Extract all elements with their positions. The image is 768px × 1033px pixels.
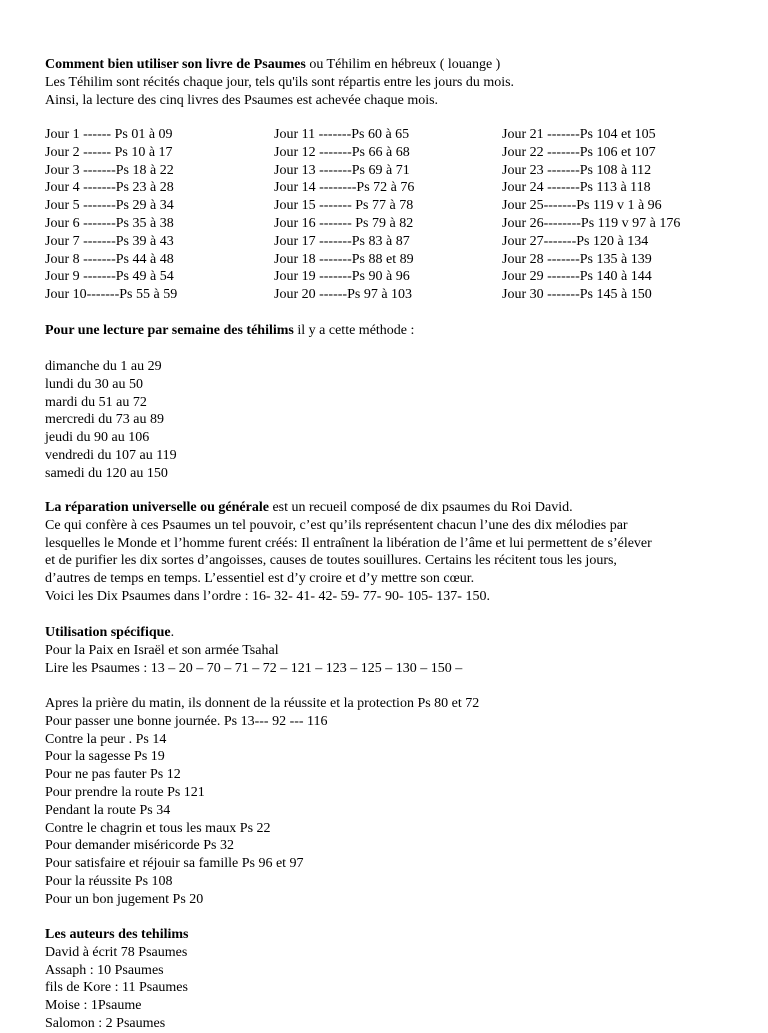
author-entry: David à écrit 78 Psaumes bbox=[45, 944, 188, 960]
weekly-heading: Pour une lecture par semaine des téhilims bbox=[45, 323, 294, 338]
weekly-list bbox=[45, 358, 748, 483]
specific-line: Lire les Psaumes : 13 – 20 – 70 – 71 – 72 – 121 – 123 – 125 – 130 – 150 – bbox=[45, 660, 463, 676]
author-entry: Assaph : 10 Psaumes bbox=[45, 962, 164, 978]
use-entry: Pour un bon jugement Ps 20 bbox=[45, 891, 204, 907]
day-entry: Jour 10-------Ps 55 à 59 bbox=[45, 287, 178, 303]
intro-heading-rest: ou Téhilim en hébreux ( louange ) bbox=[305, 57, 501, 72]
use-entry: Pour satisfaire et réjouir sa famille Ps 96 et 97 bbox=[45, 856, 304, 872]
intro-line: Les Téhilim sont récités chaque jour, tels qu'ils sont répartis entre les jours du mois. bbox=[45, 74, 515, 90]
day-entry: Jour 26--------Ps 119 v 97 à 176 bbox=[502, 215, 681, 231]
specific-section bbox=[45, 624, 748, 677]
weekday-entry: vendredi du 107 au 119 bbox=[45, 447, 177, 463]
reparation-line: Voici les Dix Psaumes dans l’ordre : 16- 32- 41- 42- 59- 77- 90- 105- 137- 150. bbox=[45, 588, 490, 604]
use-entry: Pour passer une bonne journée. Ps 13--- 92 --- 116 bbox=[45, 713, 328, 729]
reparation-line: lesquelles le Monde et l’homme furent créés: Il entraînent la libération de l’âme et lui permettent de s’élever bbox=[45, 535, 652, 551]
weekly-title-line bbox=[45, 322, 748, 340]
day-entry: Jour 4 -------Ps 23 à 28 bbox=[45, 180, 174, 196]
day-entry: Jour 14 --------Ps 72 à 76 bbox=[274, 180, 415, 196]
weekday-entry: jeudi du 90 au 106 bbox=[45, 430, 150, 446]
use-entry: Pour ne pas fauter Ps 12 bbox=[45, 767, 181, 783]
day-entry: Jour 25-------Ps 119 v 1 à 96 bbox=[502, 198, 662, 214]
day-entry: Jour 6 -------Ps 35 à 38 bbox=[45, 215, 174, 231]
days-column-3 bbox=[502, 126, 680, 304]
reparation-line: Ce qui confère à ces Psaumes un tel pouvoir, c’est qu’ils représentent chacun l’une des dix mélodies par bbox=[45, 517, 628, 533]
author-entry: fils de Kore : 11 Psaumes bbox=[45, 980, 188, 996]
day-entry: Jour 16 ------- Ps 79 à 82 bbox=[274, 215, 414, 231]
weekday-entry: samedi du 120 au 150 bbox=[45, 465, 168, 481]
specific-title-line bbox=[45, 624, 748, 642]
day-entry: Jour 13 -------Ps 69 à 71 bbox=[274, 162, 410, 178]
weekday-entry: dimanche du 1 au 29 bbox=[45, 359, 162, 374]
day-entry: Jour 17 -------Ps 83 à 87 bbox=[274, 233, 410, 249]
day-entry: Jour 29 -------Ps 140 à 144 bbox=[502, 269, 652, 285]
weekday-entry: lundi du 30 au 50 bbox=[45, 376, 143, 392]
day-entry: Jour 2 ------ Ps 10 à 17 bbox=[45, 144, 173, 160]
day-entry: Jour 30 -------Ps 145 à 150 bbox=[502, 287, 652, 303]
intro-title-line bbox=[45, 56, 748, 74]
weekday-entry: mardi du 51 au 72 bbox=[45, 394, 147, 410]
days-column-2 bbox=[274, 126, 414, 304]
use-entry: Pour prendre la route Ps 121 bbox=[45, 784, 205, 800]
weekday-entry: mercredi du 73 au 89 bbox=[45, 412, 164, 428]
use-entry: Pour la réussite Ps 108 bbox=[45, 873, 173, 889]
day-entry: Jour 27-------Ps 120 à 134 bbox=[502, 233, 649, 249]
day-entry: Jour 23 -------Ps 108 à 112 bbox=[502, 162, 652, 178]
weekly-section bbox=[45, 322, 748, 340]
weekly-heading-rest: il y a cette méthode : bbox=[293, 323, 415, 338]
use-entry: Contre la peur . Ps 14 bbox=[45, 731, 167, 747]
daily-reading-table bbox=[45, 126, 745, 306]
author-entry: Moise : 1Psaume bbox=[45, 998, 142, 1014]
day-entry: Jour 19 -------Ps 90 à 96 bbox=[274, 269, 410, 285]
reparation-heading-rest: est un recueil composé de dix psaumes du Roi David. bbox=[268, 500, 573, 515]
reparation-heading: La réparation universelle ou générale bbox=[45, 500, 269, 515]
intro-section bbox=[45, 56, 748, 109]
day-entry: Jour 3 -------Ps 18 à 22 bbox=[45, 162, 174, 178]
reparation-title-line bbox=[45, 499, 748, 517]
use-entry: Apres la prière du matin, ils donnent de la réussite et la protection Ps 80 et 72 bbox=[45, 696, 480, 711]
day-entry: Jour 9 -------Ps 49 à 54 bbox=[45, 269, 174, 285]
day-entry: Jour 15 ------- Ps 77 à 78 bbox=[274, 198, 414, 214]
intro-line: Ainsi, la lecture des cinq livres des Psaumes est achevée chaque mois. bbox=[45, 92, 439, 108]
specific-heading: Utilisation spécifique bbox=[45, 625, 171, 640]
use-entry: Contre le chagrin et tous les maux Ps 22 bbox=[45, 820, 271, 836]
authors-section bbox=[45, 926, 748, 1033]
day-entry: Jour 24 -------Ps 113 à 118 bbox=[502, 180, 651, 196]
use-entry: Pendant la route Ps 34 bbox=[45, 802, 171, 818]
day-entry: Jour 20 ------Ps 97 à 103 bbox=[274, 287, 413, 303]
day-entry: Jour 12 -------Ps 66 à 68 bbox=[274, 144, 410, 160]
day-entry: Jour 28 -------Ps 135 à 139 bbox=[502, 251, 652, 267]
reparation-line: et de purifier les dix sortes d’angoisses, causes de toutes souillures. Certains les récitent tous les jours, bbox=[45, 553, 617, 569]
use-entry: Pour la sagesse Ps 19 bbox=[45, 749, 165, 765]
authors-heading: Les auteurs des tehilims bbox=[45, 927, 189, 942]
day-entry: Jour 21 -------Ps 104 et 105 bbox=[502, 127, 656, 142]
use-entry: Pour demander miséricorde Ps 32 bbox=[45, 838, 234, 854]
day-entry: Jour 1 ------ Ps 01 à 09 bbox=[45, 127, 173, 142]
specific-heading-rest: . bbox=[170, 625, 175, 640]
day-entry: Jour 7 -------Ps 39 à 43 bbox=[45, 233, 174, 249]
days-column-1 bbox=[45, 126, 177, 304]
day-entry: Jour 11 -------Ps 60 à 65 bbox=[274, 127, 410, 142]
author-entry: Salomon : 2 Psaumes bbox=[45, 1015, 166, 1031]
reparation-line: d’autres de temps en temps. L’essentiel est d’y croire et d’y mettre son cœur. bbox=[45, 571, 475, 587]
authors-title-line bbox=[45, 926, 748, 944]
day-entry: Jour 8 -------Ps 44 à 48 bbox=[45, 251, 174, 267]
day-entry: Jour 18 -------Ps 88 et 89 bbox=[274, 251, 414, 267]
uses-list bbox=[45, 695, 748, 909]
intro-heading: Comment bien utiliser son livre de Psaumes bbox=[45, 57, 306, 72]
specific-line: Pour la Paix en Israël et son armée Tsahal bbox=[45, 642, 279, 658]
day-entry: Jour 22 -------Ps 106 et 107 bbox=[502, 144, 656, 160]
reparation-section bbox=[45, 499, 748, 606]
day-entry: Jour 5 -------Ps 29 à 34 bbox=[45, 198, 174, 214]
